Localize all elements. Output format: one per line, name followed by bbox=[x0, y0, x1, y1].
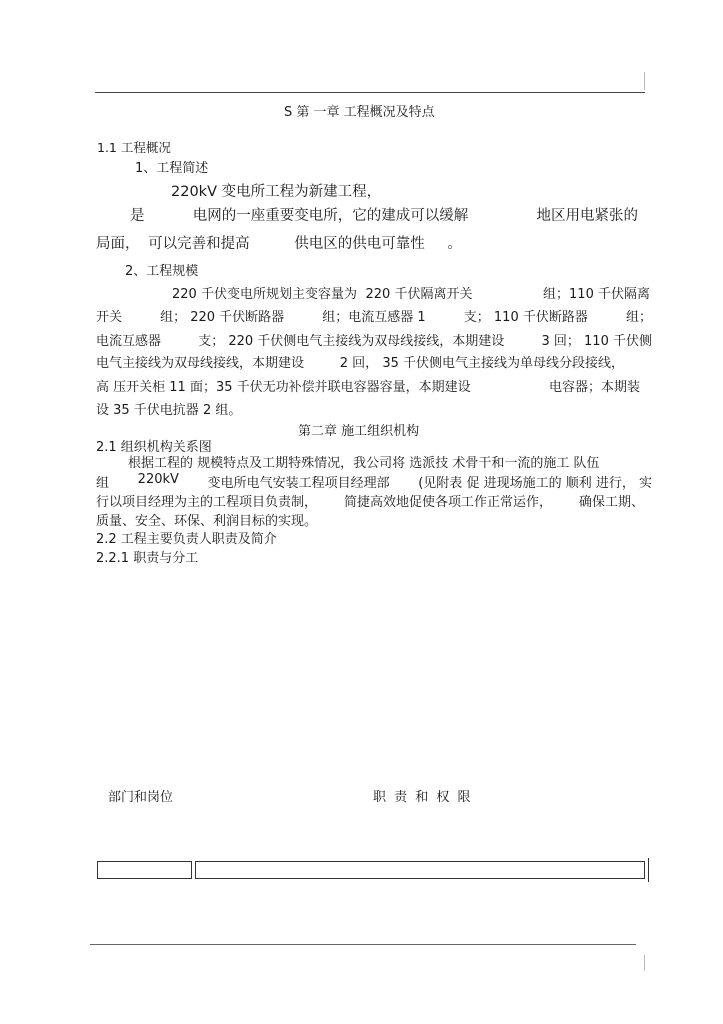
scale-l3-b: 支； 220 千伏侧电气主接线为双母线接线，本期建设 bbox=[198, 334, 505, 349]
scale-l4-a: 电气主接线为双母线接线，本期建设 bbox=[96, 356, 305, 371]
org-line-4: 质量、安全、环保、利润目标的实现。 bbox=[96, 514, 318, 529]
org-line-2 bbox=[96, 472, 652, 491]
section-1-1-heading: 1.1 工程概况 bbox=[97, 140, 171, 155]
scale-line-5 bbox=[96, 376, 640, 395]
intro-line-2 bbox=[130, 204, 638, 225]
intro-l3-b: 可以完善和提高 bbox=[148, 236, 250, 252]
org-line-1: 根据工程的 规模特点及工期特殊情况，我公司将 选派技 术骨干和一流的施工 队伍 bbox=[128, 456, 600, 471]
scale-l2-a: 开关 bbox=[96, 310, 123, 325]
scale-line-2 bbox=[96, 306, 652, 325]
org-l2-c: 变电所电气安装工程项目经理部 bbox=[207, 476, 390, 491]
scale-l1-a: 220 千伏变电所规划主变容量为 bbox=[172, 287, 357, 302]
scale-l5-a: 高 压开关柜 11 面；35 千伏无功补偿并联电容器容量，本期建设 bbox=[96, 380, 471, 395]
scale-l5-b: 电容器；本期装 bbox=[548, 380, 640, 395]
scale-l2-d: 支； 110 千伏断路器 bbox=[463, 310, 588, 325]
org-l2-a: 组 bbox=[96, 476, 110, 491]
org-l3-a: 行以项目经理为主的工程项目负责制， bbox=[96, 495, 318, 510]
scale-l1-b: 220 千伏隔离开关 bbox=[365, 287, 473, 302]
intro-line-3 bbox=[96, 232, 462, 253]
scale-l3-c: 3 回； 110 千伏侧 bbox=[541, 334, 652, 349]
chapter2-title: 第二章 施工组织机构 bbox=[298, 424, 420, 439]
intro-l2-c: 地区用电紧张的 bbox=[536, 208, 638, 224]
chapter1-title: S 第 一章 工程概况及特点 bbox=[284, 105, 435, 120]
scale-l4-b: 2 回， 35 千伏侧电气主接线为单母线分段接线， bbox=[339, 356, 624, 371]
section-2-1-heading: 2.1 组织机构关系图 bbox=[96, 440, 212, 455]
intro-l3-c: 供电区的供电可靠性 bbox=[294, 236, 425, 252]
footer-corner-mark bbox=[644, 955, 645, 971]
table-cell-right bbox=[195, 861, 645, 879]
org-l3-c: 确保工期、 bbox=[578, 495, 644, 510]
org-l2-b: 220kV bbox=[137, 472, 179, 487]
scale-l2-e: 组； bbox=[625, 310, 652, 325]
intro-l2-a: 是 bbox=[130, 208, 145, 224]
header-rule bbox=[95, 92, 645, 93]
item2-heading: 2、工程规模 bbox=[125, 264, 199, 279]
table-cell-left bbox=[97, 861, 192, 879]
scale-line-4 bbox=[96, 352, 624, 371]
org-line-3 bbox=[96, 491, 644, 510]
intro-l3-a: 局面， bbox=[96, 236, 140, 252]
item1-heading: 1、工程简述 bbox=[135, 161, 209, 176]
section-2-2-1-heading: 2.2.1 职责与分工 bbox=[96, 551, 199, 566]
org-l3-b: 简捷高效地促使各项工作正常运作， bbox=[343, 495, 552, 510]
table-right-edge bbox=[648, 858, 649, 882]
intro-l2-b: 电网的一座重要变电所，它的建成可以缓解 bbox=[192, 208, 469, 224]
table-header-department: 部门和岗位 bbox=[108, 790, 174, 805]
scale-line-6: 设 35 千伏电抗器 2 组。 bbox=[96, 403, 242, 418]
intro-line-1: 220kV 变电所工程为新建工程， bbox=[171, 184, 382, 200]
section-2-2-heading: 2.2 工程主要负责人职责及简介 bbox=[96, 532, 277, 547]
footer-rule bbox=[90, 944, 636, 945]
scale-l2-b: 组； 220 千伏断路器 bbox=[160, 310, 285, 325]
table-header-duties: 职 责 和 权 限 bbox=[373, 790, 473, 805]
scale-line-1 bbox=[172, 283, 650, 302]
org-l2-d: (见附表 促 进现场施工的 顺利 进行， 实 bbox=[418, 476, 652, 491]
scale-line-3 bbox=[96, 330, 652, 349]
header-corner-mark bbox=[644, 72, 645, 90]
scale-l1-c: 组；110 千伏隔离 bbox=[543, 287, 650, 302]
intro-l3-d: 。 bbox=[447, 236, 462, 252]
scale-l2-c: 组；电流互感器 1 bbox=[322, 310, 426, 325]
scale-l3-a: 电流互感器 bbox=[96, 334, 162, 349]
